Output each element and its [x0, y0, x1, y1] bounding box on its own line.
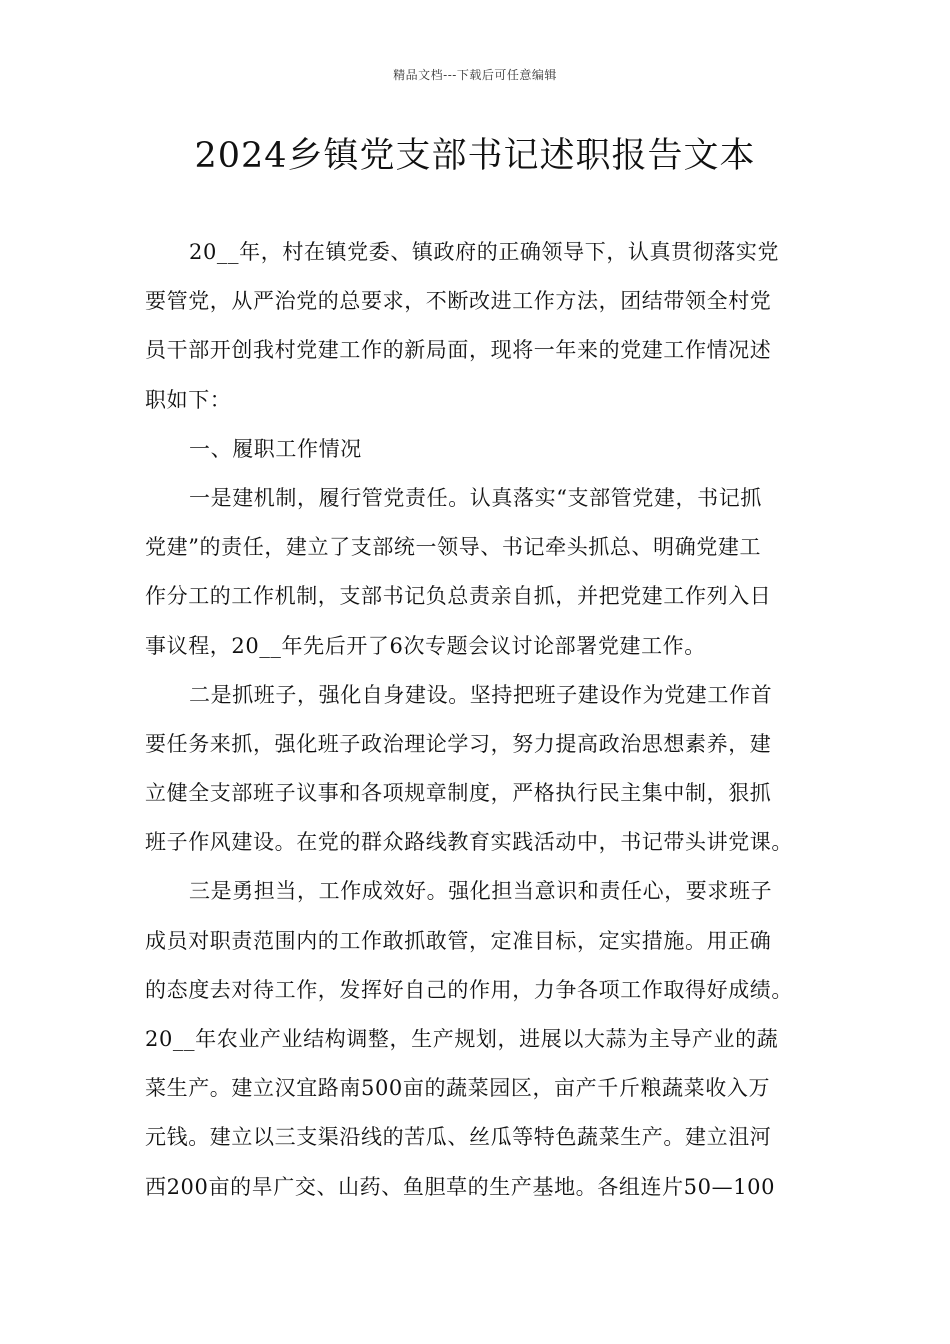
- report-body: [145, 232, 810, 1216]
- text-line: 要任务来抓，强化班子政治理论学习，努力提高政治思想素养，建: [145, 731, 772, 756]
- text-line: 20__年，村在镇党委、镇政府的正确领导下，认真贯彻落实党: [189, 240, 780, 264]
- text-line: 20__年农业产业结构调整，生产规划，进展以大蒜为主导产业的蔬: [145, 1027, 779, 1051]
- text-line: 党建”的责任，建立了支部统一领导、书记牵头抓总、明确党建工: [145, 535, 762, 560]
- text-line: 菜生产。建立汉宜路南500亩的蔬菜园区，亩产千斤粮蔬菜收入万: [145, 1076, 771, 1101]
- text-line: 事议程，20__年先后开了6次专题会议讨论部署党建工作。: [145, 633, 706, 658]
- text-line: 班子作风建设。在党的群众路线教育实践活动中，书记带头讲党课。: [145, 830, 793, 855]
- text-line: 员干部开创我村党建工作的新局面，现将一年来的党建工作情况述: [145, 338, 772, 363]
- text-line: 西200亩的旱广交、山药、鱼胆草的生产基地。各组连片50—100: [145, 1174, 776, 1199]
- text-line: 成员对职责范围内的工作敢抓敢管，定准目标，定实措施。用正确: [145, 928, 772, 953]
- text-line: 一是建机制，履行管党责任。认真落实“支部管党建，书记抓: [189, 485, 762, 510]
- text-line: 三是勇担当，工作成效好。强化担当意识和责任心，要求班子: [189, 879, 773, 904]
- text-line: 元钱。建立以三支渠沿线的苦瓜、丝瓜等特色蔬菜生产。建立沮河: [145, 1125, 772, 1150]
- text-line: 二是抓班子，强化自身建设。坚持把班子建设作为党建工作首: [189, 682, 773, 707]
- text-line: 立健全支部班子议事和各项规章制度，严格执行民主集中制，狠抓: [145, 781, 772, 806]
- text-line: 职如下：: [145, 387, 232, 412]
- text-line: 作分工的工作机制，支部书记负总责亲自抓，并把党建工作列入日: [145, 584, 772, 609]
- text-line: 的态度去对待工作，发挥好自己的作用，力争各项工作取得好成绩。: [145, 977, 793, 1002]
- text-line: 要管党，从严治党的总要求，不断改进工作方法，团结带领全村党: [145, 289, 772, 314]
- text-line: 一、履职工作情况: [189, 436, 362, 461]
- document-title: 2024乡镇党支部书记述职报告文本: [194, 136, 756, 176]
- header-note: 精品文档---下载后可任意编辑: [393, 68, 557, 82]
